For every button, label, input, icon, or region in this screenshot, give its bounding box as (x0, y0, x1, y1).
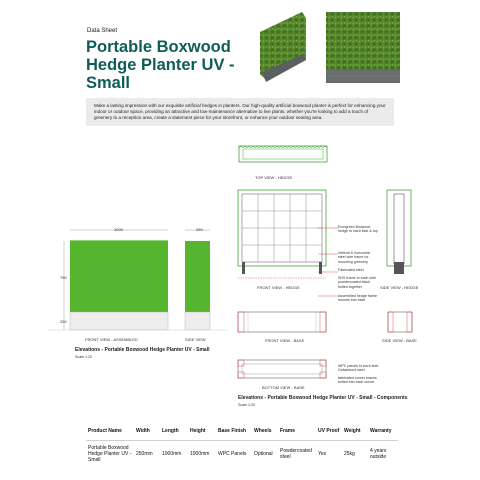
side-hedge-label: SIDE VIEW - HEDGE (380, 285, 419, 290)
cell-product-name: Portable Boxwood Hedge Planter UV - Small (88, 445, 132, 463)
cell-wheels: Optional (254, 451, 273, 457)
cell-width: 250mm (136, 451, 153, 457)
dim-base-height: 250 (60, 319, 67, 324)
note-boxwood: Evergreen Boxwood hedge to each side & top (338, 225, 378, 234)
front-view-base-drawing (234, 308, 330, 338)
col-warranty: Warranty (368, 422, 398, 441)
col-product-name: Product Name (86, 422, 134, 441)
cell-base-finish: WPC Panels (218, 451, 247, 457)
front-assembled-label: FRONT VIEW - ASSEMBLED (85, 337, 138, 342)
elevations-caption: Elevations - Portable Boxwood Hedge Planter UV - Small (75, 347, 210, 353)
components-scale: Scale 1:20 (238, 403, 255, 407)
title-line-3: Small (86, 74, 131, 92)
col-height: Height (188, 422, 216, 441)
note-corner: fabricated corner braces bolted into each corner (338, 376, 377, 385)
note-bolts: SHS frame to each side powdercoated black bolted together (338, 276, 376, 289)
cell-height: 1000mm (190, 451, 210, 457)
dim-depth: 250 (196, 227, 203, 232)
front-view-hedge-drawing (234, 186, 330, 284)
note-assembled: Assembled hedge frame mounts into base (338, 294, 377, 303)
bottom-base-label: BOTTOM VIEW - BASE (262, 385, 305, 390)
front-hedge-label: FRONT VIEW - HEDGE (257, 285, 300, 290)
title-line-2: Hedge Planter UV - (86, 56, 235, 74)
top-view-hedge (233, 144, 333, 170)
spec-table (86, 422, 398, 467)
cell-uv-proof: Yes (318, 451, 327, 457)
col-width: Width (134, 422, 160, 441)
front-view-assembled-drawing (48, 224, 228, 334)
cell-warranty: 4 years outside (370, 448, 387, 460)
components-caption: Elevations - Portable Boxwood Hedge Planter UV - Small - Components (238, 395, 408, 401)
cell-frame: Powdercoated steel (280, 448, 312, 460)
col-base-finish: Base Finish (216, 422, 252, 441)
col-uv-proof: UV Proof (316, 422, 342, 441)
spec-header-row (86, 422, 398, 441)
product-photo-front (322, 10, 404, 84)
table-row (86, 441, 398, 468)
col-wheels: Wheels (252, 422, 278, 441)
top-view-label: TOP VIEW - HEDGE (255, 175, 293, 180)
col-frame: Frame (278, 422, 316, 441)
page-title (86, 38, 256, 92)
col-weight: Weight (342, 422, 368, 441)
side-view-label: SIDE VIEW (185, 337, 206, 342)
side-view-base-drawing (386, 308, 414, 338)
cell-length: 1000mm (162, 451, 182, 457)
cell-weight: 25kg (344, 451, 355, 457)
intro-paragraph: Make a lasting impression with our exquisite artificial hedges in planters. Our high-quality artificial boxwood planter is perfect for enhancing your indoor or outdoor space, providing an attractive and low-maintenance alternative to live plants, whether you're looking to add a touch of greenery to a reception area, create a statement piece for your storefront, or enhance your outdoor seating area. (86, 98, 394, 126)
callout-leaders (318, 220, 340, 300)
doc-eyebrow: Data Sheet (87, 28, 118, 34)
note-wpc: WPC panels to each side Galvanised steel (338, 364, 379, 373)
elevations-scale: Scale 1:20 (75, 355, 92, 359)
dim-width: 1000 (114, 227, 123, 232)
note-frame: Vertical & horizontal steel wire frame for mounting greenery (338, 251, 370, 264)
product-photo-angled (256, 10, 312, 84)
side-view-hedge-drawing (383, 186, 417, 284)
bottom-view-base-drawing (234, 358, 330, 382)
front-base-label: FRONT VIEW - BASE (265, 338, 305, 343)
title-line-1: Portable Boxwood (86, 38, 231, 56)
dim-hedge-height: 750 (60, 275, 67, 280)
note-fabricated: Fabricated steel (338, 268, 364, 272)
side-base-label: SIDE VIEW - BASE (382, 338, 417, 343)
col-length: Length (160, 422, 188, 441)
